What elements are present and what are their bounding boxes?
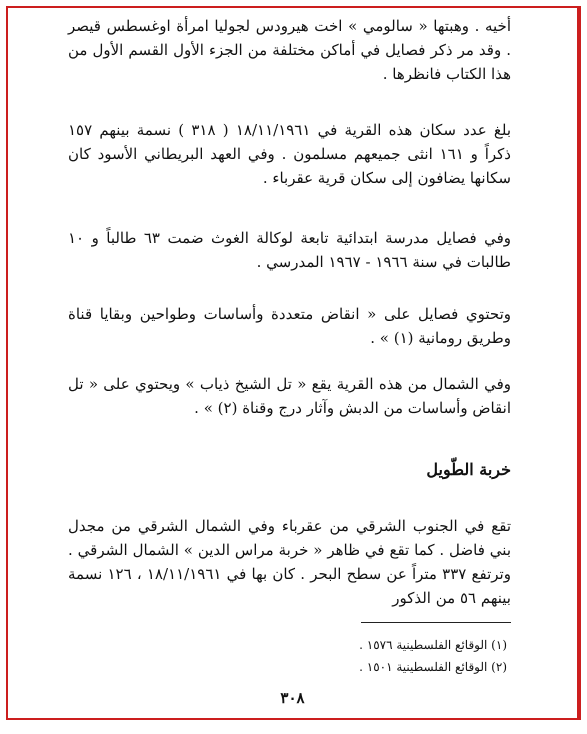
page-frame: [6, 6, 581, 720]
paragraph-ruins: وتحتوي فصايل على « انقاض متعددة وأساسات وطواحين وبقايا قناة وطريق رومانية (١) » .: [68, 305, 511, 347]
footnote-divider: [361, 622, 511, 623]
paragraph-location: تقع في الجنوب الشرقي من عقرباء وفي الشمال الشرقي من مجدل بني فاضل . كما تقع في ظاهر « خربة مراس الدين » الشمال الشرقي . وترتفع ٣٣٧ متراً عن سطح البحر . كان بها في ١٨/١١/١٩٦١ ، ١٢٦ نسمة بينهم ٥٦ من الذكور: [68, 517, 511, 607]
footnote-1: (١) الوقائع الفلسطينية ١٥٧٦ .: [359, 638, 507, 652]
footnote-2: (٢) الوقائع الفلسطينية ١٥٠١ .: [359, 660, 507, 674]
paragraph-intro: أخيه . وهبتها « سالومي » اخت هيرودس لجوليا امرأة اوغسطس قيصر . وقد مر ذكر فصايل في أماكن مختلفة من الجزء الأول القسم الأول من هذا الكتاب فانظرها .: [68, 17, 511, 83]
paragraph-north: وفي الشمال من هذه القرية يقع « تل الشيخ ذياب » ويحتوي على « تل انقاض وأساسات من الدبش وآثار درج وقناة (٢) » .: [68, 375, 511, 417]
section-heading: خربة الطّويل: [426, 460, 511, 479]
paragraph-population: بلغ عدد سكان هذه القرية في ١٨/١١/١٩٦١ ( ٣١٨ ) نسمة بينهم ١٥٧ ذكراً و ١٦١ انثى جميعهم مسلمون . وفي العهد البريطاني الأسود كان سكانها يضافون إلى سكان قرية عقرباء .: [68, 121, 512, 187]
page-number: ٣٠٨: [280, 689, 305, 707]
paragraph-school: وفي فصايل مدرسة ابتدائية تابعة لوكالة الغوث ضمت ٦٣ طالباً و ١٠ طالبات في سنة ١٩٦٦ - ١٩٦٧ المدرسي .: [68, 229, 511, 271]
